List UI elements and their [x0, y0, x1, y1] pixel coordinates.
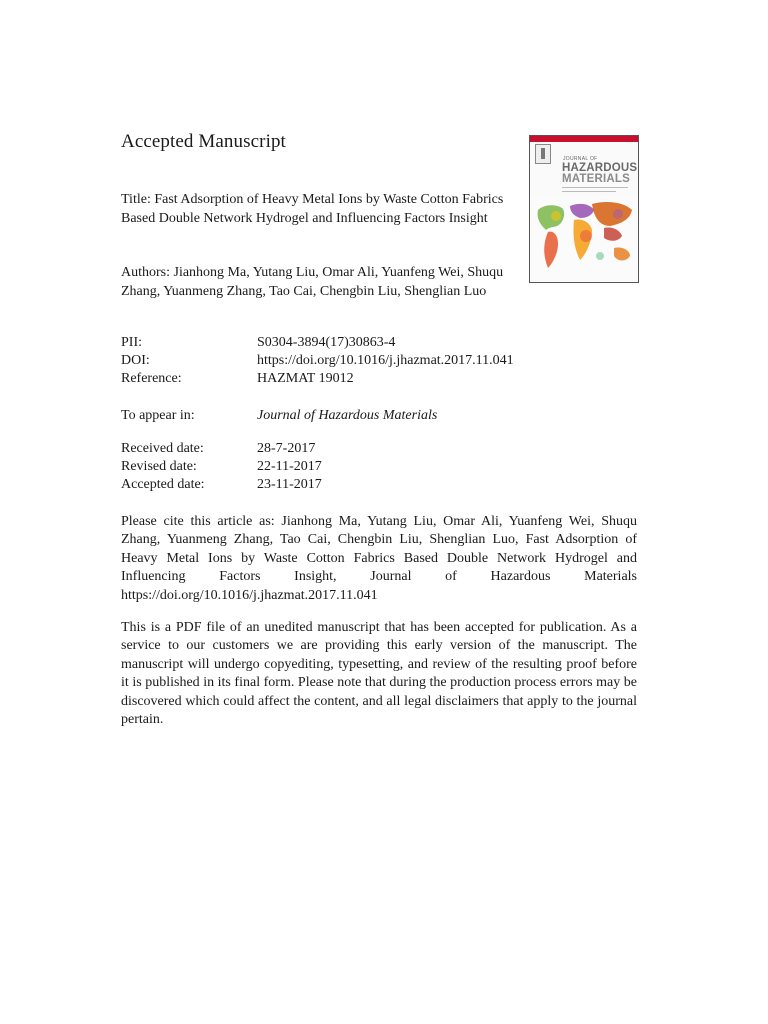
revised-value: 22-11-2017 [257, 459, 322, 474]
appear-label: To appear in: [121, 408, 195, 423]
cover-rule [562, 187, 628, 188]
article-title: Title: Fast Adsorption of Heavy Metal Ions by Waste Cotton Fabrics Based Double Network Hydrogel and Influencing Factors Insight [121, 192, 504, 226]
date-list [121, 439, 322, 493]
disclaimer-paragraph: This is a PDF file of an unedited manuscript that has been accepted for publication. As a service to our customers we are providing this early version of the manuscript. The manuscript will undergo copyediting, typesetting, and review of the resulting proof before it is published in its final form. Please note that during the production process errors may be discovered which could affect the content, and all legal disclaimers that apply to the journal pertain. [121, 620, 637, 728]
cover-journal-word1: HAZARDOUS [562, 162, 638, 174]
identifier-list [121, 333, 514, 387]
doi-link[interactable]: https://doi.org/10.1016/j.jhazmat.2017.11.041 [257, 353, 514, 368]
reference-value: HAZMAT 19012 [257, 371, 354, 386]
revised-label: Revised date: [121, 459, 197, 474]
accepted-row [121, 475, 322, 493]
journal-cover [529, 135, 639, 283]
cover-accent-bar [530, 136, 638, 142]
cover-journal-word2: MATERIALS [562, 173, 631, 185]
publisher-logo-icon [535, 144, 551, 164]
revised-row [121, 457, 322, 475]
received-row [121, 439, 322, 457]
journal-name: Journal of Hazardous Materials [257, 408, 438, 423]
appear-row [121, 406, 437, 424]
received-label: Received date: [121, 441, 204, 456]
citation-paragraph: Please cite this article as: Jianhong Ma, Yutang Liu, Omar Ali, Yuanfeng Wei, Shuqu Zhang, Yuanmeng Zhang, Tao Cai, Chengbin Liu, Shenglian Luo, Fast Adsorption of Heavy Metal Ions by Waste Cotton Fabrics Based Double Network Hydrogel and Influencing Factors Insight, Journal of Hazardous Materials https://doi.org/10.1016/j.jhazmat.2017.11.041 [121, 514, 637, 603]
pii-value: S0304-3894(17)30863-4 [257, 335, 396, 350]
accepted-value: 23-11-2017 [257, 477, 322, 492]
reference-row [121, 369, 514, 387]
pii-row [121, 333, 514, 351]
appear-in [121, 406, 437, 424]
cover-rule-2 [562, 191, 616, 192]
page-heading: Accepted Manuscript [121, 131, 286, 152]
article-authors: Authors: Jianhong Ma, Yutang Liu, Omar Ali, Yuanfeng Wei, Shuqu Zhang, Yuanmeng Zhang, Tao Cai, Chengbin Liu, Shenglian Luo [121, 265, 504, 299]
received-value: 28-7-2017 [257, 441, 316, 456]
cover-journal-prefix: JOURNAL OF [563, 156, 598, 162]
pii-label: PII: [121, 335, 142, 350]
accepted-label: Accepted date: [121, 477, 205, 492]
doi-row [121, 351, 514, 369]
doi-label: DOI: [121, 353, 150, 368]
reference-label: Reference: [121, 371, 182, 386]
world-map-artwork-icon [530, 196, 638, 282]
